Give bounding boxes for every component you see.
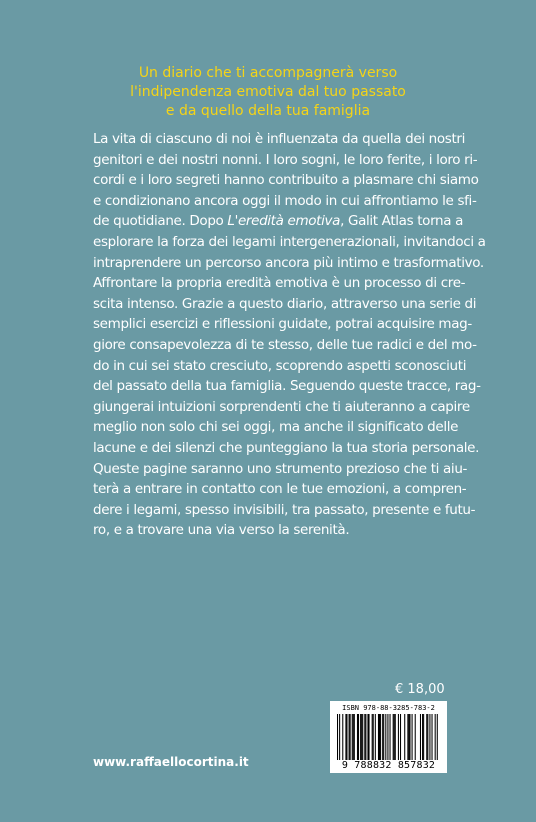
description-line: La vita di ciascuno di noi è influenzata da quella dei nostri [93, 131, 466, 147]
barcode-bar [361, 714, 362, 760]
tagline-line: Un diario che ti accompagnerà verso [138, 65, 398, 81]
description-line: esplorare la forza dei legami intergenerazionali, invitandoci a [93, 233, 486, 250]
barcode-bar [342, 714, 343, 760]
barcode-number: 9 788832 857832 [341, 760, 436, 771]
barcode-bar [408, 714, 409, 760]
barcode-bar [365, 714, 366, 760]
description-line: do in cui sei stato cresciuto, scoprendo aspetti sconosciuti [93, 357, 467, 374]
barcode-bar [383, 714, 384, 760]
description-line: meglio non solo chi sei oggi, ma anche il significato delle [93, 419, 459, 436]
description-line: semplici esercizi e riflessioni guidate, potrai acquisire mag- [93, 316, 472, 333]
description-line: del passato della tua famiglia. Seguendo queste tracce, rag- [93, 378, 481, 395]
barcode [330, 701, 447, 773]
barcode-bar [387, 714, 388, 760]
barcode-bar [395, 714, 396, 760]
barcode-bar [349, 714, 350, 760]
tagline [0, 64, 536, 121]
description-line: ro, e a trovare una via verso la serenità. [93, 522, 350, 539]
isbn-label: ISBN 978-88-3285-783-2 [342, 704, 435, 712]
barcode-bar [429, 714, 430, 760]
website-link[interactable]: www.raffaellocortina.it [93, 755, 249, 769]
barcode-bar [422, 714, 423, 760]
barcode-bars [337, 714, 440, 760]
description-line: scita intenso. Grazie a questo diario, attraverso una serie di [93, 295, 477, 312]
barcode-bar [420, 714, 421, 760]
barcode-bar [404, 714, 405, 760]
barcode-bar [357, 714, 358, 760]
barcode-bar [437, 714, 438, 760]
barcode-bar [353, 714, 354, 760]
barcode-bar [423, 714, 424, 760]
description-line [93, 211, 464, 232]
barcode-bar [415, 714, 416, 760]
back-cover-description [93, 129, 486, 541]
barcode-bar [372, 714, 373, 760]
barcode-bar [378, 714, 379, 760]
description-line: Queste pagine saranno uno strumento prezioso che ti aiu- [93, 460, 468, 477]
barcode-bar [382, 714, 383, 760]
barcode-bar [407, 714, 408, 760]
barcode-bar [393, 714, 394, 760]
barcode-bar [362, 714, 363, 760]
barcode-bar [367, 714, 368, 760]
barcode-bar [337, 714, 338, 760]
barcode-bar [412, 714, 413, 760]
description-line: giore consapevolezza di te stesso, delle tue radici e del mo- [93, 336, 477, 353]
description-line: genitori e dei nostri nonni. I loro sogni, le loro ferite, i loro ri- [93, 151, 478, 168]
description-line: cordi e i loro segreti hanno contribuito a plasmare chi siamo [93, 172, 479, 189]
tagline-line: e da quello della tua famiglia [165, 103, 371, 119]
barcode-bar [400, 714, 401, 760]
barcode-bar [339, 714, 340, 760]
description-line: dere i legami, spesso invisibili, tra passato, presente e futu- [93, 501, 476, 518]
barcode-bar [398, 714, 399, 760]
description-text: , Galit Atlas torna a [340, 213, 464, 230]
barcode-bar [432, 714, 433, 760]
description-line: lacune e dei silenzi che punteggiano la tua storia personale. [93, 439, 480, 456]
barcode-bar [360, 714, 361, 760]
barcode-bar [390, 714, 391, 760]
barcode-bar [380, 714, 381, 760]
tagline-line: l'indipendenza emotiva dal tuo passato [130, 84, 406, 100]
barcode-bar [364, 714, 365, 760]
barcode-bar [409, 714, 410, 760]
description-line: terà a entrare in contatto con le tue emozioni, a compren- [93, 481, 467, 498]
barcode-bar [385, 714, 386, 760]
barcode-bar [375, 714, 376, 760]
description-line: intraprendere un percorso ancora più intimo e trasformativo. [93, 254, 484, 271]
barcode-bar [369, 714, 370, 760]
barcode-bar [435, 714, 436, 760]
barcode-bar [394, 714, 395, 760]
description-line: giungerai intuizioni sorprendenti che ti aiuteranno a capire [93, 398, 470, 415]
book-title: L'eredità emotiva [227, 213, 341, 230]
barcode-bar [379, 714, 380, 760]
barcode-bar [350, 714, 351, 760]
price: € 18,00 [395, 682, 445, 697]
description-line: e condizionano ancora oggi il modo in cui affrontiamo le sfi- [93, 192, 477, 209]
description-text: de quotidiane. Dopo [93, 213, 228, 230]
barcode-bar [346, 714, 347, 760]
barcode-bar [426, 714, 427, 760]
barcode-bar [427, 714, 428, 760]
barcode-bar [373, 714, 374, 760]
barcode-bar [358, 714, 359, 760]
barcode-bar [352, 714, 353, 760]
barcode-bar [345, 714, 346, 760]
barcode-bar [354, 714, 355, 760]
description-line: Affrontare la propria eredità emotiva è un processo di cre- [93, 275, 466, 292]
